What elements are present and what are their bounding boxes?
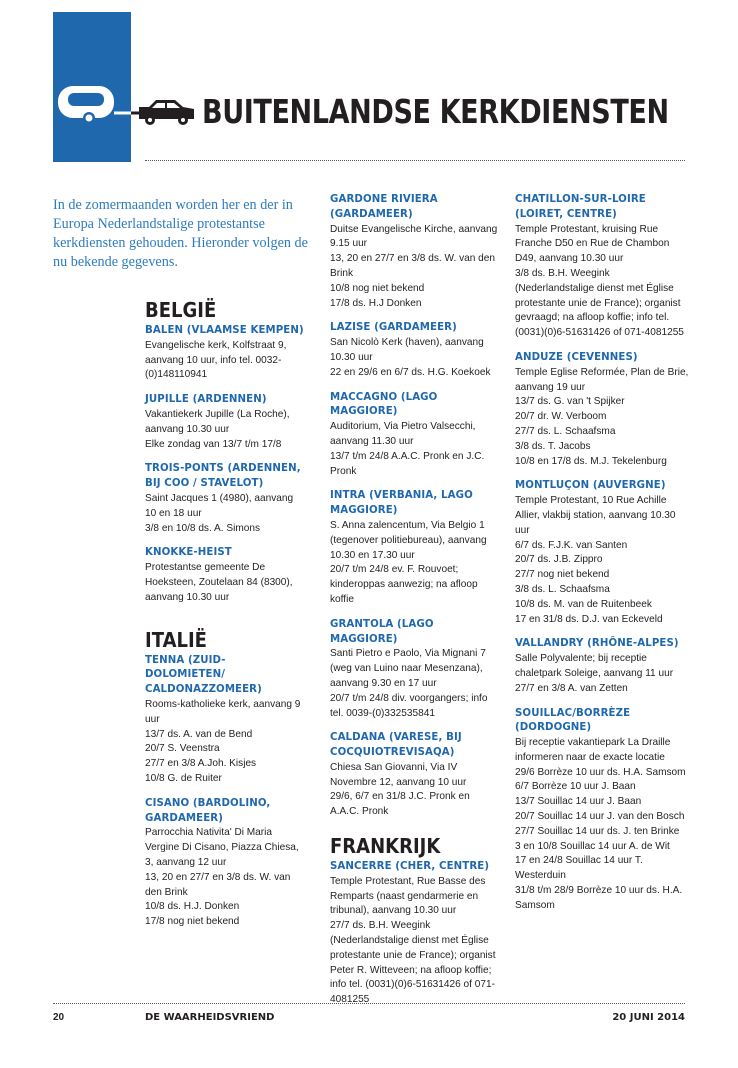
- service-entry: [145, 393, 305, 452]
- location-title: CISANO (BARDOLINO, GARDAMEER): [145, 797, 271, 824]
- column-1: [145, 298, 305, 940]
- service-detail: Santi Pietro e Paolo, Via Mignani 7 (weg van Luino naar Mesenzana), aanvang 9.30 en 17 uur: [330, 648, 486, 689]
- location-title: GARDONE RIVIERA (GARDAMEER): [330, 194, 438, 220]
- service-entry: [145, 324, 305, 383]
- service-detail: Temple Eglise Reformée, Plan de Brie, aanvang 19 uur: [515, 366, 689, 393]
- location-title: SOUILLAC/BORRÈZE (DORDOGNE): [515, 707, 631, 734]
- service-detail: 13/7 ds. G. van 't Spijker: [515, 396, 625, 408]
- service-detail: Temple Protestant, kruising Rue Franche D50 en Rue de Chambon D49, aanvang 10.30 uur: [515, 223, 670, 265]
- service-detail: 10/8 en 17/8 ds. M.J. Tekelenburg: [515, 455, 667, 467]
- service-detail: 13, 20 en 27/7 en 3/8 ds. W. van den Brink: [330, 253, 495, 279]
- service-detail: 17/8 ds. H.J Donken: [330, 297, 422, 309]
- service-entry: [145, 797, 305, 930]
- location-title: CALDANA (VARESE, BIJ COCQUIOTREVISAQA): [330, 732, 462, 759]
- service-entry: [330, 391, 500, 480]
- service-entry: [515, 707, 690, 914]
- service-detail: 17 en 31/8 ds. D.J. van Eckeveld: [515, 613, 663, 625]
- service-detail: 13, 20 en 27/7 en 3/8 ds. W. van den Brink: [145, 871, 291, 898]
- service-entry: [515, 193, 690, 341]
- page-number: 20: [53, 1012, 65, 1023]
- location-title: MACCAGNO (LAGO MAGGIORE): [330, 391, 438, 418]
- service-detail: 17 en 24/8 Souillac 14 uur T. Westerduin: [515, 855, 643, 882]
- service-detail: 10/8 ds. M. van de Ruitenbeek: [515, 598, 652, 610]
- service-detail: 10/8 ds. H.J. Donken: [145, 901, 240, 913]
- service-detail: 3/8 ds. L. Schaafsma: [515, 583, 610, 595]
- service-detail: 3 en 10/8 Souillac 14 uur A. de Wit: [515, 840, 670, 852]
- country-heading: BELGIË: [145, 298, 217, 322]
- footer-divider: [53, 1003, 685, 1004]
- location-title: LAZISE (GARDAMEER): [330, 322, 457, 334]
- service-detail: 27/7 nog niet bekend: [515, 569, 610, 581]
- service-detail: 3/8 ds. T. Jacobs: [515, 440, 591, 452]
- service-detail: 29/6 Borrèze 10 uur ds. H.A. Samsom: [515, 766, 686, 778]
- service-entry: [330, 860, 500, 1008]
- service-detail: Salle Polyvalente; bij receptie chaletpark Soleige, aanvang 11 uur: [515, 653, 674, 679]
- service-detail: S. Anna zalencentum, Via Belgio 1 (tegenover politiebureau), aanvang 10.30 en 17.30 uur: [330, 519, 487, 561]
- service-entry: [330, 321, 500, 380]
- location-title: TENNA (ZUID-DOLOMIETEN/ CALDONAZZOMEER): [145, 654, 262, 696]
- location-title: TROIS-PONTS (ARDENNEN, BIJ COO / STAVELOT): [145, 463, 301, 490]
- service-detail: Auditorium, Via Pietro Valsecchi, aanvang 11.30 uur: [330, 421, 476, 447]
- service-detail: 27/7 en 3/8 A. van Zetten: [515, 682, 628, 694]
- service-detail: 20/7 Souillac 14 uur J. van den Bosch: [515, 811, 685, 823]
- service-detail: 3/8 en 10/8 ds. A. Simons: [145, 522, 261, 534]
- service-detail: 20/7 ds. J.B. Zippro: [515, 554, 603, 566]
- location-title: BALEN (VLAAMSE KEMPEN): [145, 325, 304, 336]
- column-2: [330, 193, 500, 1018]
- service-entry: [515, 351, 690, 469]
- service-detail: 27/7 Souillac 14 uur ds. J. ten Brinke: [515, 825, 680, 837]
- location-title: ANDUZE (CEVENNES): [515, 351, 638, 363]
- issue-date: 20 JUNI 2014: [612, 1012, 685, 1023]
- service-entry: [330, 618, 500, 722]
- service-detail: Rooms-katholieke kerk, aanvang 9 uur: [145, 698, 301, 725]
- service-entry: [515, 637, 690, 696]
- service-detail: 20/7 t/m 24/8 ev. F. Rouvoet; kinderoppas aanwezig; na afloop koffie: [330, 564, 478, 605]
- service-detail: San Nicolò Kerk (haven), aanvang 10.30 uur: [330, 337, 484, 363]
- service-detail: 29/6, 6/7 en 31/8 J.C. Pronk en A.A.C. Pronk: [330, 791, 470, 818]
- intro-text: In de zomermaanden worden her en der in Europa Nederlandstalige protestantse kerkdiensten gehouden. Hieronder volgen de nu bekende gegevens.: [53, 197, 308, 270]
- service-entry: [330, 731, 500, 820]
- service-detail: 31/8 t/m 28/9 Borrèze 10 uur ds. H.A. Samsom: [515, 885, 683, 911]
- service-entry: [145, 654, 305, 787]
- service-detail: 13/7 Souillac 14 uur J. Baan: [515, 796, 642, 808]
- service-detail: 20/7 dr. W. Verboom: [515, 411, 607, 423]
- service-detail: 27/7 ds. B.H. Weegink (Nederlandstalige dienst met Église protestante unie de France); organist Peter R. Witteveen; na afloop koffie; info tel. (0031)(0)6-51631426 of 071-4081255: [330, 920, 496, 1006]
- service-detail: Saint Jacques 1 (4980), aanvang 10 en 18 uur: [145, 492, 294, 519]
- location-title: SANCERRE (CHER, CENTRE): [330, 861, 490, 873]
- location-title: GRANTOLA (LAGO MAGGIORE): [330, 618, 434, 645]
- service-detail: Duitse Evangelische Kirche, aanvang 9.15 uur: [330, 223, 498, 250]
- service-detail: 20/7 S. Veenstra: [145, 743, 220, 755]
- service-detail: Bij receptie vakantiepark La Draille informeren naar de exacte locatie: [515, 737, 671, 763]
- service-entry: [330, 489, 500, 607]
- service-entry: [330, 193, 500, 311]
- service-detail: 6/7 Borrèze 10 uur J. Baan: [515, 781, 636, 793]
- location-title: KNOKKE-HEIST: [145, 547, 232, 559]
- location-title: VALLANDRY (RHÔNE-ALPES): [515, 638, 679, 650]
- service-detail: 6/7 ds. F.J.K. van Santen: [515, 539, 628, 551]
- service-detail: 10/8 nog niet bekend: [330, 282, 425, 294]
- service-detail: 22 en 29/6 en 6/7 ds. H.G. Koekoek: [330, 366, 491, 378]
- service-detail: Temple Protestant, 10 Rue Achille Allier, vlakbij station, aanvang 10.30 uur: [515, 495, 676, 536]
- country-heading: FRANKRIJK: [330, 834, 441, 859]
- service-detail: 20/7 t/m 24/8 div. voorgangers; info tel. 0039-(0)332535841: [330, 692, 488, 719]
- service-detail: Evangelische kerk, Kolfstraat 9, aanvang 10 uur, info tel. 0032-(0)148110941: [145, 339, 287, 381]
- service-detail: Elke zondag van 13/7 t/m 17/8: [145, 438, 282, 450]
- country-heading: ITALIË: [145, 627, 207, 652]
- service-entry: [515, 479, 690, 627]
- service-detail: Temple Protestant, Rue Basse des Remparts (naast gendarmerie en tribunal), aanvang 10.30 uur: [330, 875, 486, 917]
- service-detail: 3/8 ds. B.H. Weegink (Nederlandstalige dienst met Église protestante unie de France); organist gevraagd; na afloop koffie; info tel. (0031)(0)6-51631426 of 071-4081255: [515, 267, 684, 339]
- location-title: CHATILLON-SUR-LOIRE (LOIRET, CENTRE): [515, 194, 646, 220]
- header-divider: [145, 160, 685, 161]
- service-detail: 27/7 en 3/8 A.Joh. Kisjes: [145, 758, 257, 770]
- service-detail: 13/7 t/m 24/8 A.A.C. Pronk en J.C. Pronk: [330, 450, 485, 477]
- service-detail: 10/8 G. de Ruiter: [145, 772, 222, 784]
- location-title: INTRA (VERBANIA, LAGO MAGGIORE): [330, 490, 473, 517]
- service-detail: 17/8 nog niet bekend: [145, 916, 240, 928]
- service-detail: 27/7 ds. L. Schaafsma: [515, 425, 616, 437]
- column-3: [515, 193, 690, 924]
- service-entry: [145, 462, 305, 536]
- service-detail: Chiesa San Giovanni, Via IV Novembre 12, aanvang 10 uur: [330, 761, 467, 788]
- location-title: JUPILLE (ARDENNEN): [145, 394, 267, 406]
- service-detail: Vakantiekerk Jupille (La Roche), aanvang 10.30 uur: [145, 408, 290, 435]
- caravan-car-icon: [53, 80, 198, 136]
- service-detail: Parrocchia Nativita' Di Maria Vergine Di Cisano, Piazza Chiesa, 3, aanvang 12 uur: [145, 827, 299, 868]
- page-title: BUITENLANDSE KERKDIENSTEN: [202, 92, 669, 131]
- service-detail: Protestantse gemeente De Hoeksteen, Zoutelaan 84 (8300), aanvang 10.30 uur: [145, 562, 293, 603]
- service-detail: 13/7 ds. A. van de Bend: [145, 728, 253, 740]
- service-entry: [145, 546, 305, 605]
- magazine-name: DE WAARHEIDSVRIEND: [145, 1012, 275, 1023]
- location-title: MONTLUÇON (AUVERGNE): [515, 480, 666, 492]
